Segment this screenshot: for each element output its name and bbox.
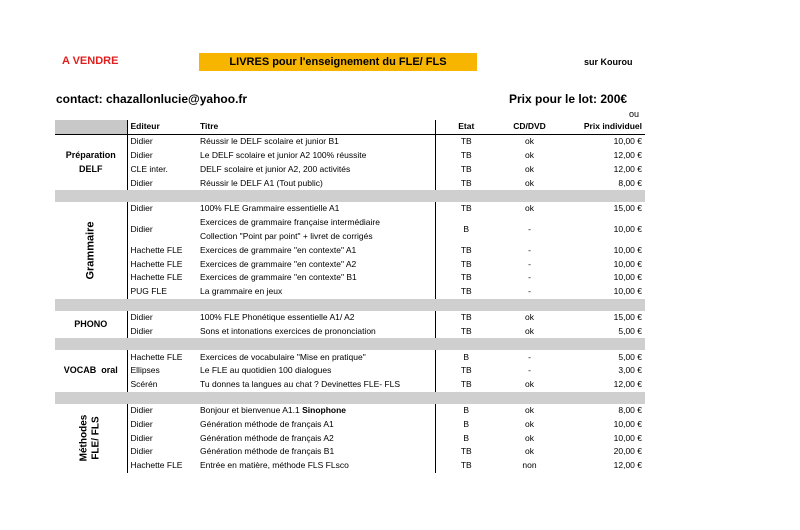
cell-prix: 10,00 € xyxy=(613,286,642,297)
cell-editeur: Hachette FLE xyxy=(130,244,183,255)
cell-titre: Collection "Point par point" + livret de corrigés xyxy=(197,230,435,244)
cell-editeur: PUG FLE xyxy=(130,286,167,297)
cell-etat: TB xyxy=(460,286,472,297)
table-row xyxy=(55,216,645,230)
category-vocab: VOCAB oral xyxy=(55,350,127,391)
contact-email: contact: chazallonlucie@yahoo.fr xyxy=(56,92,248,106)
cell-prix: 5,00 € xyxy=(618,325,642,336)
cell-cd: - xyxy=(528,272,531,283)
table-row xyxy=(55,285,645,299)
cell-editeur: Hachette FLE xyxy=(130,272,183,283)
section-separator xyxy=(55,299,645,311)
table-row xyxy=(55,162,645,176)
cell-editeur: Scérén xyxy=(130,379,158,390)
cell-editeur: Didier xyxy=(130,325,153,336)
table-row xyxy=(55,378,645,392)
cell-cd: ok xyxy=(525,177,534,188)
header-prix: Prix individuel xyxy=(562,120,645,134)
cell-cd: ok xyxy=(525,446,534,457)
cell-cd: ok xyxy=(525,163,534,174)
cell-editeur: Hachette FLE xyxy=(130,258,183,269)
cell-etat: TB xyxy=(460,446,472,457)
cell-etat: TB xyxy=(460,379,472,390)
cell-cd: ok xyxy=(525,418,534,429)
cell-cd: ok xyxy=(525,404,534,415)
cell-prix: 10,00 € xyxy=(613,418,642,429)
cell-prix: 12,00 € xyxy=(613,163,642,174)
cell-titre: Le DELF scolaire et junior A2 100% réussite xyxy=(197,149,435,163)
cell-etat: TB xyxy=(460,203,472,214)
cell-cd: ok xyxy=(525,311,534,322)
cell-cd: - xyxy=(528,286,531,297)
category-methodes-line2: FLE/ FLS xyxy=(90,416,102,460)
lot-price: Prix pour le lot: 200€ xyxy=(509,92,628,106)
cell-editeur: Hachette FLE xyxy=(130,460,183,471)
cell-prix: 8,00 € xyxy=(618,177,642,188)
cell-prix: 10,00 € xyxy=(613,136,642,147)
cell-prix: 10,00 € xyxy=(613,258,642,269)
cell-editeur: Didier xyxy=(130,224,153,235)
cell-cd: ok xyxy=(525,203,534,214)
cell-titre: Le FLE au quotidien 100 dialogues xyxy=(197,364,435,378)
cell-editeur: Didier xyxy=(130,311,153,322)
cell-prix: 10,00 € xyxy=(613,244,642,255)
cell-cd: - xyxy=(528,351,531,362)
title-banner: LIVRES pour l'enseignement du FLE/ FLS xyxy=(199,53,477,71)
table-header-row xyxy=(55,120,645,134)
cell-titre: Réussir le DELF A1 (Tout public) xyxy=(197,176,435,190)
section-separator xyxy=(55,190,645,202)
cell-titre: Entrée en matière, méthode FLS FLsco xyxy=(197,459,435,473)
cell-prix: 15,00 € xyxy=(613,311,642,322)
cell-etat: TB xyxy=(460,325,472,336)
category-grammaire-label: Grammaire xyxy=(84,221,97,280)
cell-prix: 3,00 € xyxy=(618,365,642,376)
cell-cd: - xyxy=(528,224,531,235)
cell-prix: 10,00 € xyxy=(613,224,642,235)
cell-titre: Exercices de grammaire française intermédiaire xyxy=(197,216,435,230)
header-cd: CD/DVD xyxy=(497,120,562,134)
cell-titre: La grammaire en jeux xyxy=(197,285,435,299)
header-titre: Titre xyxy=(197,120,435,134)
cell-cd: - xyxy=(528,365,531,376)
cell-editeur: Didier xyxy=(130,432,153,443)
table-row xyxy=(55,459,645,473)
table-row xyxy=(55,445,645,459)
cell-titre: Génération méthode de français A2 xyxy=(197,431,435,445)
cell-editeur: Didier xyxy=(130,149,153,160)
table-row xyxy=(55,417,645,431)
cell-titre: Sons et intonations exercices de prononciation xyxy=(197,324,435,338)
cell-cd: - xyxy=(528,258,531,269)
category-delf: Préparation DELF xyxy=(55,134,127,190)
cell-titre: Réussir le DELF scolaire et junior B1 xyxy=(197,134,435,148)
cell-etat: TB xyxy=(460,163,472,174)
cell-titre: Exercices de grammaire "en contexte" A1 xyxy=(197,243,435,257)
cell-editeur: Didier xyxy=(130,418,153,429)
cell-editeur: Didier xyxy=(130,404,153,415)
table-row xyxy=(55,364,645,378)
cell-etat: TB xyxy=(460,149,472,160)
cell-prix: 10,00 € xyxy=(613,432,642,443)
table-row xyxy=(55,311,645,325)
cell-titre: 100% FLE Phonétique essentielle A1/ A2 xyxy=(197,311,435,325)
cell-etat: TB xyxy=(460,311,472,322)
cell-etat: B xyxy=(463,432,470,443)
section-separator xyxy=(55,392,645,404)
cell-etat: B xyxy=(463,418,470,429)
cell-editeur: Didier xyxy=(130,177,153,188)
table-row xyxy=(55,324,645,338)
cell-titre: 100% FLE Grammaire essentielle A1 xyxy=(197,202,435,216)
cell-titre-text: Bonjour et bienvenue A1.1 xyxy=(200,404,303,415)
cell-etat: TB xyxy=(460,272,472,283)
cell-titre: Tu donnes ta langues au chat ? Devinettes FLE- FLS xyxy=(197,378,435,392)
cell-cd: ok xyxy=(525,149,534,160)
cell-prix: 5,00 € xyxy=(618,351,642,362)
table-row xyxy=(55,243,645,257)
category-methodes xyxy=(55,404,127,473)
cell-cd: ok xyxy=(525,379,534,390)
cell-prix: 12,00 € xyxy=(613,460,642,471)
cell-cd: non xyxy=(522,460,537,471)
cell-editeur: CLE inter. xyxy=(130,163,168,174)
cell-etat: TB xyxy=(460,177,472,188)
cell-titre-bold: Sinophone xyxy=(302,404,347,415)
table-row xyxy=(55,431,645,445)
or-label: ou xyxy=(629,109,640,119)
table-row xyxy=(55,350,645,364)
cell-titre: Génération méthode de français B1 xyxy=(197,445,435,459)
header-etat: Etat xyxy=(435,120,497,134)
cell-titre: Exercices de vocabulaire "Mise en pratique" xyxy=(197,350,435,364)
cell-prix: 15,00 € xyxy=(613,203,642,214)
cell-cd: ok xyxy=(525,325,534,336)
table-row xyxy=(55,271,645,285)
cell-cd: ok xyxy=(525,136,534,147)
cell-prix: 12,00 € xyxy=(613,149,642,160)
table-row xyxy=(55,404,645,418)
for-sale-label: A VENDRE xyxy=(62,55,119,67)
category-phono: PHONO xyxy=(55,311,127,339)
cell-editeur: Didier xyxy=(130,203,153,214)
cell-editeur: Hachette FLE xyxy=(130,351,183,362)
cell-titre: Exercices de grammaire "en contexte" A2 xyxy=(197,257,435,271)
cell-titre xyxy=(197,404,435,418)
cell-prix: 8,00 € xyxy=(618,404,642,415)
cell-etat: TB xyxy=(460,136,472,147)
cell-etat: B xyxy=(463,224,470,235)
cell-etat: B xyxy=(463,351,470,362)
cell-etat: TB xyxy=(460,365,472,376)
location-label: sur Kourou xyxy=(584,57,633,67)
table-row xyxy=(55,202,645,216)
category-grammaire xyxy=(55,202,127,299)
cell-prix: 20,00 € xyxy=(613,446,642,457)
cell-etat: TB xyxy=(460,258,472,269)
cell-prix: 12,00 € xyxy=(613,379,642,390)
cell-cd: ok xyxy=(525,432,534,443)
table-row xyxy=(55,257,645,271)
cell-etat: TB xyxy=(460,244,472,255)
header-category xyxy=(55,120,127,134)
category-methodes-label xyxy=(79,415,103,462)
cell-etat: TB xyxy=(460,460,472,471)
table-row xyxy=(55,149,645,163)
cell-titre: DELF scolaire et junior A2, 200 activités xyxy=(197,162,435,176)
table-row xyxy=(55,134,645,148)
cell-editeur: Ellipses xyxy=(130,365,160,376)
header-editeur: Editeur xyxy=(127,120,197,134)
cell-editeur: Didier xyxy=(130,136,153,147)
cell-editeur: Didier xyxy=(130,446,153,457)
table-row xyxy=(55,176,645,190)
books-table xyxy=(55,120,645,473)
cell-prix: 10,00 € xyxy=(613,272,642,283)
cell-cd: - xyxy=(528,244,531,255)
category-methodes-line1: Méthodes xyxy=(78,414,90,462)
cell-etat: B xyxy=(463,404,470,415)
cell-titre: Génération méthode de français A1 xyxy=(197,417,435,431)
cell-titre: Exercices de grammaire "en contexte" B1 xyxy=(197,271,435,285)
section-separator xyxy=(55,338,645,350)
